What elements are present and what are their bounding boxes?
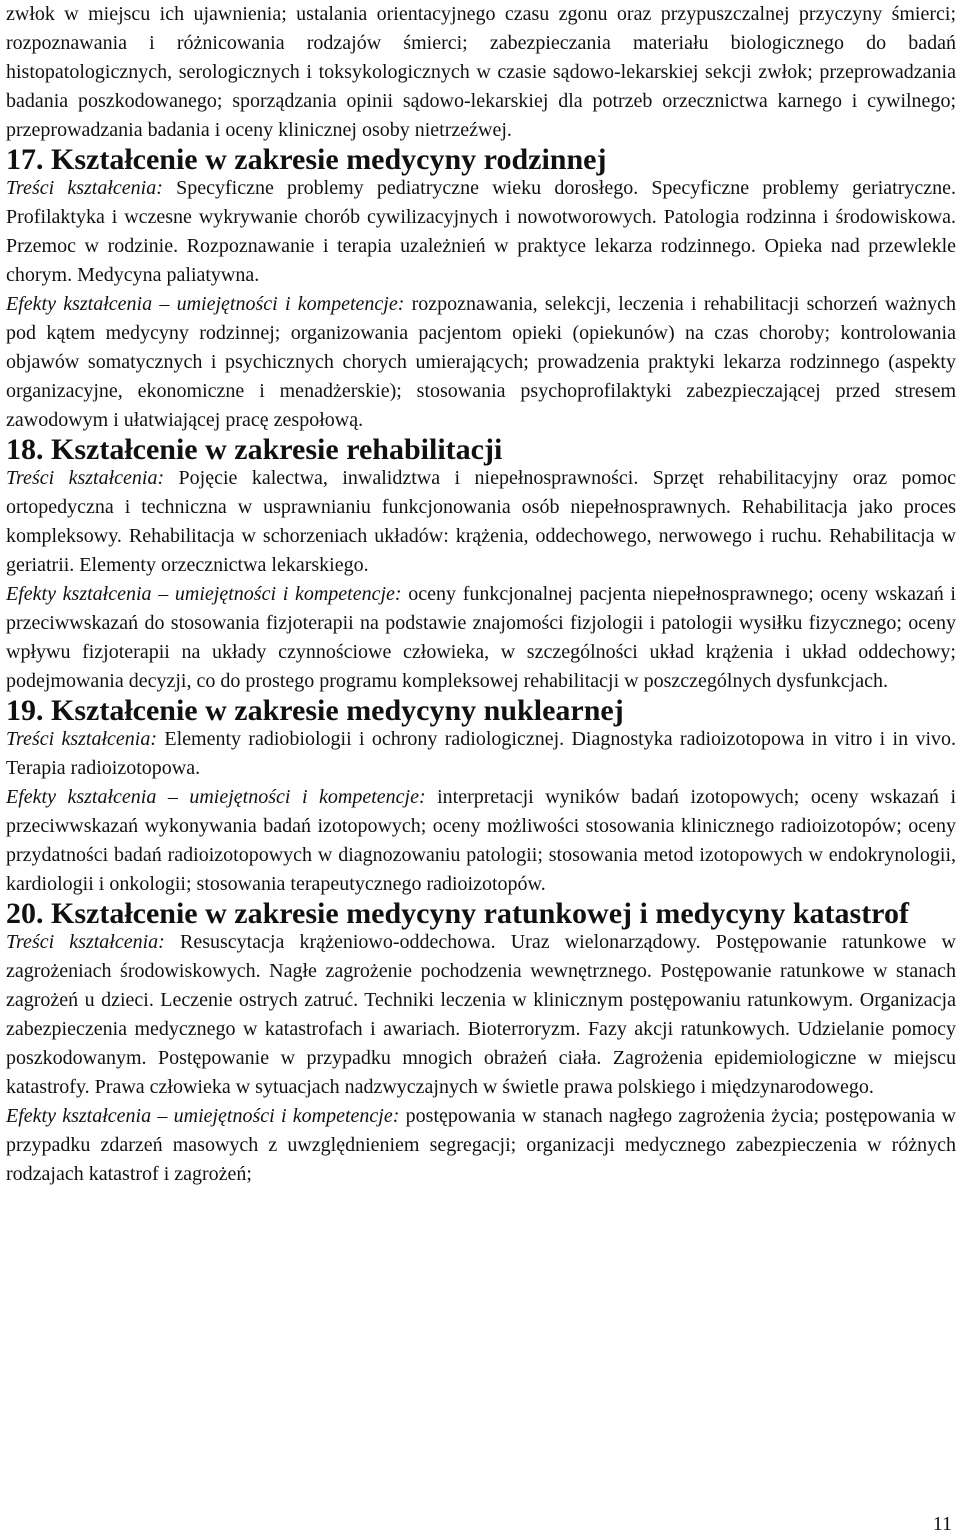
section-heading-19: 19. Kształcenie w zakresie medycyny nuklearnej [6, 694, 624, 727]
effects-text: rozpoznawania, selekcji, leczenia i rehabilitacji schorzeń ważnych pod kątem medycyny rodzinnej; organizowania pacjentom opieki (opiekunów) na czas choroby; kontrolowania objawów somatycznych i psychicznych chorych umierających; prowadzenia praktyki lekarza rodzinnego (aspekty organizacyjne, ekonomiczne i menadżerskie); stosowania psychoprofilaktyki zabezpieczającej przed stresem zawodowym i ułatwiającej pracę zespołową. [6, 293, 956, 431]
effects-text: interpretacji wyników badań izotopowych; oceny wskazań i przeciwwskazań wykonywania badań izotopowych; oceny możliwości stosowania klinicznego radioizotopów; oceny przydatności badań radioizotopowych w diagnozowaniu patologii; stosowania metod izotopowych w endokrynologii, kardiologii i onkologii; stosowania terapeutycznego radioizotopów. [6, 786, 956, 895]
content-text: Elementy radiobiologii i ochrony radiologicznej. Diagnostyka radioizotopowa in vitro i in vivo. Terapia radioizotopowa. [6, 728, 957, 779]
effects-label: Efekty kształcenia – umiejętności i kompetencje: [6, 786, 426, 808]
section-17-effects [6, 290, 956, 435]
effects-label: Efekty kształcenia – umiejętności i kompetencje: [6, 1105, 400, 1127]
content-label: Treści kształcenia: [6, 931, 165, 953]
section-heading-20: 20. Kształcenie w zakresie medycyny ratunkowej i medycyny katastrof [6, 897, 909, 930]
effects-text: postępowania w stanach nagłego zagrożenia życia; postępowania w przypadku zdarzeń masowych z uwzględnieniem segregacji; organizacji medycznego zabezpieczenia w różnych rodzajach katastrof i zagrożeń; [6, 1105, 956, 1185]
effects-label: Efekty kształcenia – umiejętności i kompetencje: [6, 293, 405, 315]
content-text: Pojęcie kalectwa, inwalidztwa i niepełnosprawności. Sprzęt rehabilitacyjny oraz pomoc ortopedyczna i techniczna w usprawnianiu funkcjonowania osób niepełnosprawnych. Rehabilitacja jako proces kompleksowy. Rehabilitacja w schorzeniach układów: krążenia, oddechowego, nerwowego i ruchu. Rehabilitacja w geriatrii. Elementy orzecznictwa lekarskiego. [6, 467, 956, 576]
content-label: Treści kształcenia: [6, 467, 165, 489]
section-20-effects [6, 1102, 956, 1189]
document-page [6, 0, 956, 1189]
content-label: Treści kształcenia: [6, 728, 158, 750]
content-text: Resuscytacja krążeniowo-oddechowa. Uraz wielonarządowy. Postępowanie ratunkowe w zagrożeniach środowiskowych. Nagłe zagrożenie pochodzenia wewnętrznego. Postępowanie ratunkowe w stanach zagrożeń u dzieci. Leczenie ostrych zatruć. Techniki leczenia w klinicznym postępowaniu ratunkowym. Organizacja zabezpieczenia medycznego w katastrofach i awariach. Bioterroryzm. Fazy akcji ratunkowych. Udzielanie pomocy poszkodowanym. Postępowanie w przypadku mnogich obrażeń ciała. Zagrożenia epidemiologiczne w miejscu katastrofy. Prawa człowieka w sytuacjach nadzwyczajnych w świetle prawa polskiego i międzynarodowego. [6, 931, 957, 1098]
section-heading-17: 17. Kształcenie w zakresie medycyny rodzinnej [6, 143, 607, 176]
content-label: Treści kształcenia: [6, 177, 163, 199]
content-text: Specyficzne problemy pediatryczne wieku dorosłego. Specyficzne problemy geriatryczne. Profilaktyka i wczesne wykrywanie chorób cywilizacyjnych i nowotworowych. Patologia rodzinna i środowiskowa. Przemoc w rodzinie. Rozpoznawanie i terapia uzależnień w praktyce lekarza rodzinnego. Opieka nad przewlekle chorym. Medycyna paliatywna. [6, 177, 956, 286]
section-17-content [6, 174, 956, 290]
section-18-effects [6, 580, 956, 696]
section-18-content [6, 464, 956, 580]
section-20-content [6, 928, 956, 1102]
effects-label: Efekty kształcenia – umiejętności i kompetencje: [6, 583, 402, 605]
section-heading-18: 18. Kształcenie w zakresie rehabilitacji [6, 433, 503, 466]
effects-text: oceny funkcjonalnej pacjenta niepełnosprawnego; oceny wskazań i przeciwwskazań do stosowania fizjoterapii na podstawie znajomości fizjologii i patologii wysiłku fizycznego; oceny wpływu fizjoterapii na układy czynnościowe człowieka, w szczególności układ krążenia i układ oddechowy; podejmowania decyzji, co do prostego programu kompleksowej rehabilitacji w poszczególnych dysfunkcjach. [6, 583, 956, 692]
page-number: 11 [932, 1513, 952, 1535]
section-19-effects [6, 783, 956, 899]
intro-paragraph: zwłok w miejscu ich ujawnienia; ustalania orientacyjnego czasu zgonu oraz przypuszczalnej przyczyny śmierci; rozpoznawania i różnicowania rodzajów śmierci; zabezpieczania materiału biologicznego do badań histopatologicznych, serologicznych i toksykologicznych w czasie sądowo-lekarskiej sekcji zwłok; przeprowadzania badania poszkodowanego; sporządzania opinii sądowo-lekarskiej dla potrzeb orzecznictwa karnego i cywilnego; przeprowadzania badania i oceny klinicznej osoby nietrzeźwej. [6, 3, 956, 141]
section-19-content [6, 725, 956, 783]
